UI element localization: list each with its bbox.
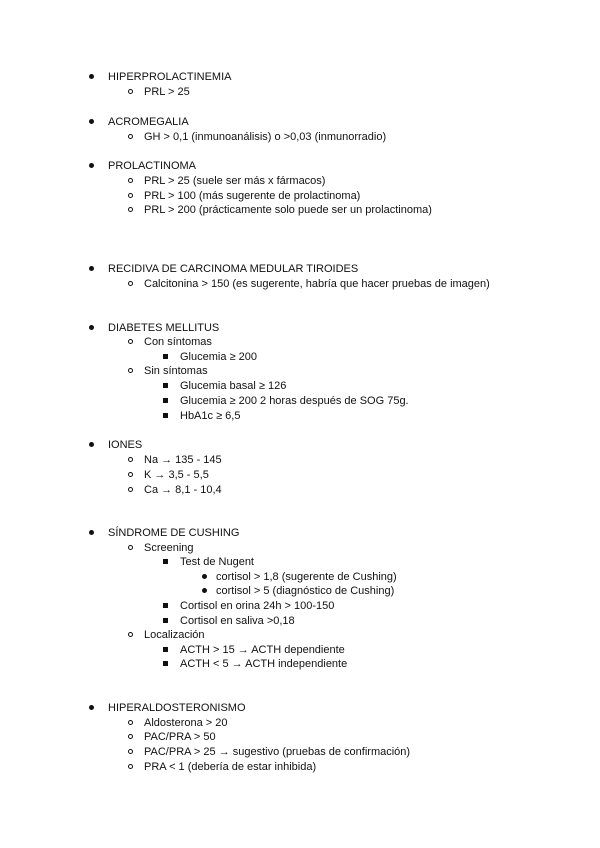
bullet-disc-icon <box>86 322 96 335</box>
list-item <box>0 615 600 628</box>
list-item <box>0 731 600 744</box>
bullet-square-icon <box>160 410 170 423</box>
bullet-circle-icon <box>125 336 135 349</box>
list-item-text: Na → 135 - 145 <box>144 454 222 466</box>
list-item <box>0 629 600 642</box>
list-item <box>0 71 600 84</box>
bullet-circle-icon <box>125 365 135 378</box>
list-item <box>0 542 600 555</box>
list-item-text: Test de Nugent <box>180 556 254 568</box>
bullet-square-icon <box>160 380 170 393</box>
list-item-text: Sin síntomas <box>144 365 208 377</box>
bullet-square-icon <box>160 395 170 408</box>
list-item-text: HbA1c ≥ 6,5 <box>180 410 241 422</box>
bullet-circle-icon <box>125 731 135 744</box>
bullet-square-icon <box>160 644 170 657</box>
list-item-text: Cortisol en saliva >0,18 <box>180 615 295 627</box>
bullet-disc-icon <box>86 439 96 452</box>
list-item <box>0 380 600 393</box>
list-item <box>0 454 600 467</box>
list-item-text: Cortisol en orina 24h > 100-150 <box>180 600 335 612</box>
section-title: SÍNDROME DE CUSHING <box>108 527 240 539</box>
list-item-text: Glucemia basal ≥ 126 <box>180 380 287 392</box>
list-item <box>0 336 600 349</box>
list-item <box>0 658 600 671</box>
bullet-circle-icon <box>125 175 135 188</box>
bullet-circle-icon <box>125 761 135 774</box>
list-item-text: PRL > 200 (prácticamente solo puede ser un prolactinoma) <box>144 204 432 216</box>
list-item-text: cortisol > 1,8 (sugerente de Cushing) <box>216 571 397 583</box>
list-item <box>0 702 600 715</box>
section-title: HIPERPROLACTINEMIA <box>108 71 232 83</box>
list-item-text: PAC/PRA > 50 <box>144 731 216 743</box>
list-item <box>0 86 600 99</box>
bullet-circle-icon <box>125 542 135 555</box>
list-item <box>0 131 600 144</box>
section-title: HIPERALDOSTERONISMO <box>108 702 246 714</box>
list-item-text: PRL > 25 (suele ser más x fármacos) <box>144 175 326 187</box>
list-item-text: cortisol > 5 (diagnóstico de Cushing) <box>216 585 395 597</box>
list-item <box>0 571 600 584</box>
list-item <box>0 190 600 203</box>
list-item <box>0 263 600 276</box>
list-item <box>0 527 600 540</box>
list-item-text: Con síntomas <box>144 336 212 348</box>
list-item <box>0 204 600 217</box>
bullet-disc-icon <box>199 585 209 598</box>
bullet-square-icon <box>160 556 170 569</box>
list-item-text: Aldosterona > 20 <box>144 717 228 729</box>
list-item-text: Calcitonina > 150 (es sugerente, habría que hacer pruebas de imagen) <box>144 278 490 290</box>
list-item <box>0 585 600 598</box>
bullet-disc-icon <box>86 116 96 129</box>
bullet-circle-icon <box>125 131 135 144</box>
bullet-circle-icon <box>125 629 135 642</box>
section-title: RECIDIVA DE CARCINOMA MEDULAR TIROIDES <box>108 263 359 275</box>
bullet-square-icon <box>160 600 170 613</box>
bullet-disc-icon <box>86 527 96 540</box>
list-item <box>0 556 600 569</box>
list-item <box>0 717 600 730</box>
bullet-circle-icon <box>125 746 135 759</box>
list-item-text: K → 3,5 - 5,5 <box>144 469 209 481</box>
bullet-disc-icon <box>86 160 96 173</box>
list-item-text: ACTH < 5 → ACTH independiente <box>180 658 348 670</box>
list-item <box>0 746 600 759</box>
bullet-disc-icon <box>199 571 209 584</box>
list-item <box>0 322 600 335</box>
list-item <box>0 351 600 364</box>
bullet-square-icon <box>160 658 170 671</box>
bullet-disc-icon <box>86 71 96 84</box>
section-title: DIABETES MELLITUS <box>108 322 220 334</box>
list-item <box>0 278 600 291</box>
list-item <box>0 160 600 173</box>
list-item-text: GH > 0,1 (inmunoanálisis) o >0,03 (inmunorradio) <box>144 131 387 143</box>
list-item <box>0 116 600 129</box>
list-item <box>0 439 600 452</box>
list-item-text: PRA < 1 (debería de estar inhibida) <box>144 761 317 773</box>
list-item-text: Glucemia ≥ 200 <box>180 351 257 363</box>
bullet-circle-icon <box>125 469 135 482</box>
bullet-square-icon <box>160 351 170 364</box>
bullet-disc-icon <box>86 702 96 715</box>
list-item-text: Glucemia ≥ 200 2 horas después de SOG 75g. <box>180 395 409 407</box>
bullet-circle-icon <box>125 484 135 497</box>
list-item-text: PRL > 100 (más sugerente de prolactinoma) <box>144 190 361 202</box>
bullet-circle-icon <box>125 278 135 291</box>
list-item <box>0 644 600 657</box>
bullet-circle-icon <box>125 86 135 99</box>
list-item-text: PRL > 25 <box>144 86 190 98</box>
section-title: ACROMEGALIA <box>108 116 189 128</box>
section-title: PROLACTINOMA <box>108 160 197 172</box>
list-item-text: Ca → 8,1 - 10,4 <box>144 484 222 496</box>
list-item-text: PAC/PRA > 25 → sugestivo (pruebas de confirmación) <box>144 746 411 758</box>
list-item <box>0 469 600 482</box>
section-title: IONES <box>108 439 143 451</box>
list-item <box>0 175 600 188</box>
bullet-circle-icon <box>125 190 135 203</box>
list-item <box>0 761 600 774</box>
list-item-text: ACTH > 15 → ACTH dependiente <box>180 644 345 656</box>
list-item-text: Screening <box>144 542 194 554</box>
bullet-circle-icon <box>125 717 135 730</box>
list-item <box>0 395 600 408</box>
list-item <box>0 410 600 423</box>
bullet-circle-icon <box>125 454 135 467</box>
bullet-circle-icon <box>125 204 135 217</box>
list-item-text: Localización <box>144 629 205 641</box>
list-item <box>0 484 600 497</box>
bullet-square-icon <box>160 615 170 628</box>
bullet-disc-icon <box>86 263 96 276</box>
list-item <box>0 365 600 378</box>
list-item <box>0 600 600 613</box>
